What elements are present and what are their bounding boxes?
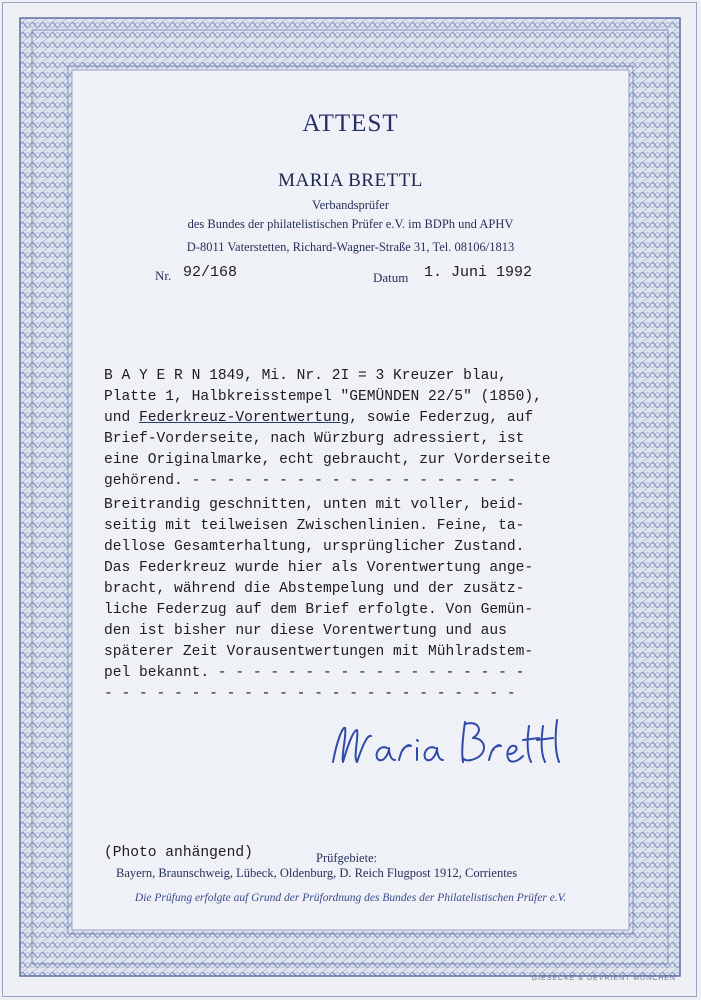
printer-imprint: GIESECKE & DEVRIENT MÜNCHEN	[531, 975, 676, 982]
body-line: gehörend. - - - - - - - - - - - - - - - - - - -	[104, 473, 516, 489]
examiner-role: Verbandsprüfer	[311, 198, 390, 212]
certificate-title: ATTEST	[302, 110, 399, 137]
body-line: den ist bisher nur diese Vorentwertung und aus	[104, 623, 507, 639]
nr-label: Nr.	[155, 268, 172, 283]
examiner-name: MARIA BRETTL	[278, 170, 423, 191]
pruefgebiete-label: Prüfgebiete:	[316, 851, 378, 865]
body-line-underlined: und Federkreuz-Vorentwertung, sowie Federzug, auf	[104, 410, 534, 426]
body-line: seitig mit teilweisen Zwischenlinien. Feine, ta-	[104, 518, 525, 534]
body-line: dellose Gesamterhaltung, ursprünglicher Zustand.	[104, 539, 525, 555]
photo-note: (Photo anhängend)	[104, 845, 253, 861]
body-line: liche Federzug auf dem Brief erfolgte. Von Gemün-	[104, 602, 534, 618]
certificate-number: 92/168	[183, 264, 238, 281]
pruefgebiete-list: Bayern, Braunschweig, Lübeck, Oldenburg, D. Reich Flugpost 1912, Corrientes	[116, 866, 518, 880]
body-line: späterer Zeit Vorausentwertungen mit Mühlradstem-	[104, 644, 534, 660]
certificate-date: 1. Juni 1992	[424, 264, 533, 281]
dash-line: - - - - - - - - - - - - - - - - - - - - - - - -	[104, 686, 516, 702]
handwritten-signature	[325, 712, 565, 776]
body-line: B A Y E R N 1849, Mi. Nr. 2I = 3 Kreuzer blau,	[104, 368, 507, 384]
body-line: pel bekannt. - - - - - - - - - - - - - - - - - -	[104, 665, 525, 681]
body-line: Brief-Vorderseite, nach Würzburg adressiert, ist	[104, 431, 525, 447]
body-line: Breitrandig geschnitten, unten mit voller, beid-	[104, 497, 525, 513]
body-line: Platte 1, Halbkreisstempel "GEMÜNDEN 22/5" (1850),	[104, 389, 542, 405]
body-line: eine Originalmarke, echt gebraucht, zur Vorderseite	[104, 452, 551, 468]
legal-note: Die Prüfung erfolgte auf Grund der Prüfordnung des Bundes der Philatelistischen Prüfer e.V.	[134, 892, 567, 904]
datum-label: Datum	[373, 270, 409, 285]
body-line: Das Federkreuz wurde hier als Vorentwertung ange-	[104, 560, 534, 576]
body-line: bracht, während die Abstempelung und der zusätz-	[104, 581, 525, 597]
underlined-phrase: Federkreuz-Vorentwertung	[139, 410, 350, 426]
address: D-8011 Vaterstetten, Richard-Wagner-Straße 31, Tel. 08106/1813	[186, 240, 515, 254]
association: des Bundes der philatelistischen Prüfer e.V. im BDPh und APHV	[187, 217, 514, 231]
